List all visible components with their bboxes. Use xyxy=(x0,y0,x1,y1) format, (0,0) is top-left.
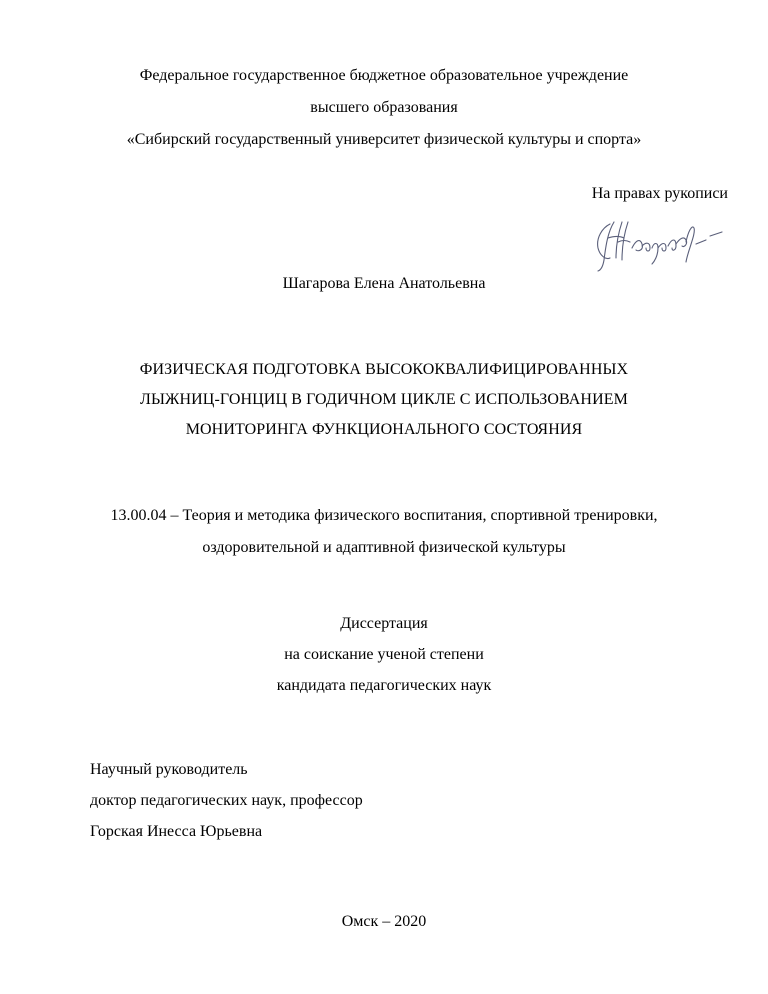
manuscript-note: На правах рукописи xyxy=(591,185,728,202)
institution-line-1: Федеральное государственное бюджетное образовательное учреждение xyxy=(139,67,629,84)
author-name: Шагарова Елена Анатольевна xyxy=(282,275,486,292)
degree-line-2: на соискание ученой степени xyxy=(284,646,484,663)
dissertation-title-line-3: МОНИТОРИНГА ФУНКЦИОНАЛЬНОГО СОСТОЯНИЯ xyxy=(185,421,583,438)
specialty-line-1: 13.00.04 – Теория и методика физического воспитания, спортивной тренировки, xyxy=(110,507,658,524)
dissertation-title-line-1: ФИЗИЧЕСКАЯ ПОДГОТОВКА ВЫСОКОКВАЛИФИЦИРОВАННЫХ xyxy=(139,361,629,378)
supervisor-role: Научный руководитель xyxy=(90,761,248,778)
supervisor-name: Горская Инесса Юрьевна xyxy=(90,823,263,840)
institution-line-3: «Сибирский государственный университет физической культуры и спорта» xyxy=(126,131,642,148)
specialty-line-2: оздоровительной и адаптивной физической культуры xyxy=(202,539,566,556)
dissertation-title-line-2: ЛЫЖНИЦ-ГОНЦИЦ В ГОДИЧНОМ ЦИКЛЕ С ИСПОЛЬЗОВАНИЕМ xyxy=(140,391,628,408)
degree-line-3: кандидата педагогических наук xyxy=(276,677,492,694)
supervisor-degree: доктор педагогических наук, профессор xyxy=(90,792,363,809)
city-year: Омск – 2020 xyxy=(341,913,427,930)
signature-icon xyxy=(588,214,728,274)
institution-line-2: высшего образования xyxy=(310,99,458,116)
degree-line-1: Диссертация xyxy=(340,615,428,632)
